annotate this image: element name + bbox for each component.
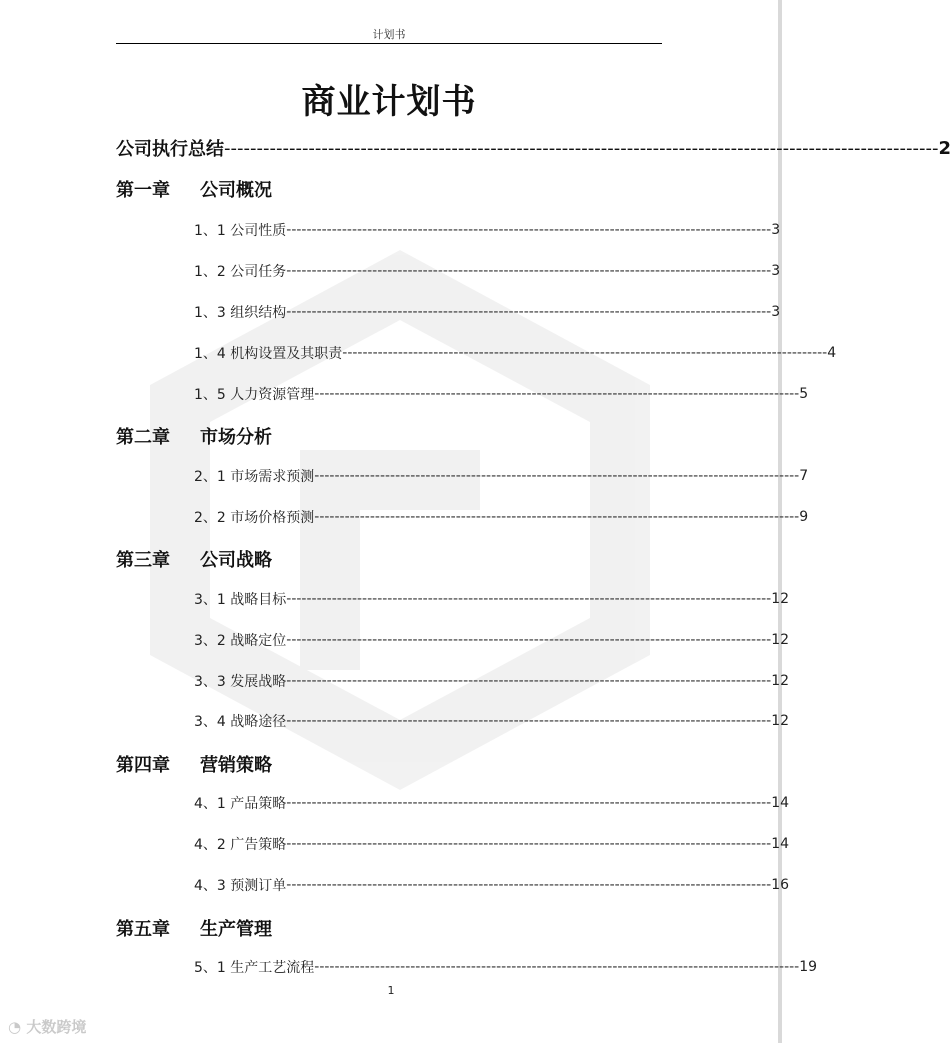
toc-section-entry[interactable] — [194, 670, 790, 692]
toc-entry-executive-summary[interactable] — [116, 135, 951, 161]
brand-logo-text: 大数跨境 — [26, 1018, 87, 1036]
toc-leader: ------------------------------------------------------------------------------------------------ — [286, 877, 772, 893]
document-title: 商业计划书 — [301, 82, 477, 122]
toc-page-number: 7 — [799, 468, 809, 484]
page-header: 计划书 — [372, 28, 406, 41]
chapter-number: 第五章 — [116, 919, 170, 940]
toc-leader: ------------------------------------------------------------------------------------------------ — [286, 304, 772, 320]
toc-section-entry[interactable] — [194, 506, 809, 528]
toc-leader: ------------------------------------------------------------------------------------------------ — [286, 632, 772, 648]
toc-leader: ------------------------------------------------------------------------------------------------ — [314, 468, 800, 484]
toc-section-entry[interactable] — [194, 629, 790, 651]
chapter-number: 第三章 — [116, 550, 170, 571]
toc-page-number: 12 — [771, 713, 790, 729]
chapter-heading[interactable] — [116, 915, 272, 941]
chapter-number: 第一章 — [116, 180, 170, 201]
toc-entry-label: 3、3 发展战略 — [194, 674, 287, 690]
toc-page-number: 12 — [771, 632, 790, 648]
toc-entry-label: 3、2 战略定位 — [194, 633, 287, 649]
toc-leader: -------------------------------------------------------------------------------------------------------------- — [224, 137, 939, 159]
toc-entry-label: 4、3 预测订单 — [194, 878, 287, 894]
toc-section-entry[interactable] — [194, 260, 781, 282]
chapter-title: 营销策略 — [200, 755, 272, 776]
toc-page-number: 12 — [771, 591, 790, 607]
toc-entry-label: 公司执行总结 — [116, 139, 224, 160]
toc-entry-label: 1、4 机构设置及其职责 — [194, 346, 343, 362]
toc-leader: ------------------------------------------------------------------------------------------------ — [342, 345, 828, 361]
toc-page-number: 19 — [799, 959, 818, 975]
toc-section-entry[interactable] — [194, 301, 781, 323]
toc-leader: ------------------------------------------------------------------------------------------------ — [286, 222, 772, 238]
chapter-number: 第四章 — [116, 755, 170, 776]
toc-page-number: 14 — [771, 795, 790, 811]
toc-leader: ------------------------------------------------------------------------------------------------ — [286, 673, 772, 689]
toc-page-number: 3 — [771, 222, 781, 238]
header-rule — [116, 43, 662, 44]
page-number: 1 — [387, 984, 395, 997]
toc-section-entry[interactable] — [194, 833, 790, 855]
chapter-title: 生产管理 — [200, 919, 272, 940]
toc-section-entry[interactable] — [194, 588, 790, 610]
toc-leader: ------------------------------------------------------------------------------------------------ — [286, 713, 772, 729]
toc-leader: ------------------------------------------------------------------------------------------------ — [286, 836, 772, 852]
toc-page-number: 3 — [771, 304, 781, 320]
toc-leader: ------------------------------------------------------------------------------------------------ — [286, 795, 772, 811]
toc-entry-label: 3、1 战略目标 — [194, 592, 287, 608]
toc-section-entry[interactable] — [194, 956, 818, 978]
toc-entry-label: 4、2 广告策略 — [194, 837, 287, 853]
toc-page-number: 14 — [771, 836, 790, 852]
toc-section-entry[interactable] — [194, 383, 809, 405]
toc-page-number: 4 — [827, 345, 837, 361]
toc-leader: ------------------------------------------------------------------------------------------------ — [314, 959, 800, 975]
toc-page-number: 16 — [771, 877, 790, 893]
toc-entry-label: 4、1 产品策略 — [194, 796, 287, 812]
chapter-heading[interactable] — [116, 546, 272, 572]
chapter-heading[interactable] — [116, 176, 272, 202]
toc-section-entry[interactable] — [194, 342, 837, 364]
toc-entry-label: 2、1 市场需求预测 — [194, 469, 315, 485]
brand-logo-watermark — [8, 1016, 86, 1037]
toc-entry-label: 1、3 组织结构 — [194, 305, 287, 321]
chapter-number: 第二章 — [116, 427, 170, 448]
toc-section-entry[interactable] — [194, 219, 781, 241]
toc-entry-label: 2、2 市场价格预测 — [194, 510, 315, 526]
brand-logo-icon: ◔ — [8, 1018, 22, 1036]
toc-page-number: 2 — [938, 137, 951, 159]
chapter-title: 公司概况 — [200, 180, 272, 201]
toc-leader: ------------------------------------------------------------------------------------------------ — [314, 386, 800, 402]
chapter-heading[interactable] — [116, 423, 272, 449]
toc-section-entry[interactable] — [194, 710, 790, 732]
toc-entry-label: 1、1 公司性质 — [194, 223, 287, 239]
toc-page-number: 9 — [799, 509, 809, 525]
chapter-title: 公司战略 — [200, 550, 272, 571]
toc-entry-label: 3、4 战略途径 — [194, 714, 287, 730]
toc-page-number: 12 — [771, 673, 790, 689]
toc-leader: ------------------------------------------------------------------------------------------------ — [286, 591, 772, 607]
toc-leader: ------------------------------------------------------------------------------------------------ — [314, 509, 800, 525]
toc-section-entry[interactable] — [194, 874, 790, 896]
toc-leader: ------------------------------------------------------------------------------------------------ — [286, 263, 772, 279]
chapter-title: 市场分析 — [200, 427, 272, 448]
toc-section-entry[interactable] — [194, 792, 790, 814]
toc-page-number: 3 — [771, 263, 781, 279]
toc-entry-label: 1、5 人力资源管理 — [194, 387, 315, 403]
toc-entry-label: 5、1 生产工艺流程 — [194, 960, 315, 976]
chapter-heading[interactable] — [116, 751, 272, 777]
toc-entry-label: 1、2 公司任务 — [194, 264, 287, 280]
toc-page-number: 5 — [799, 386, 809, 402]
toc-section-entry[interactable] — [194, 465, 809, 487]
